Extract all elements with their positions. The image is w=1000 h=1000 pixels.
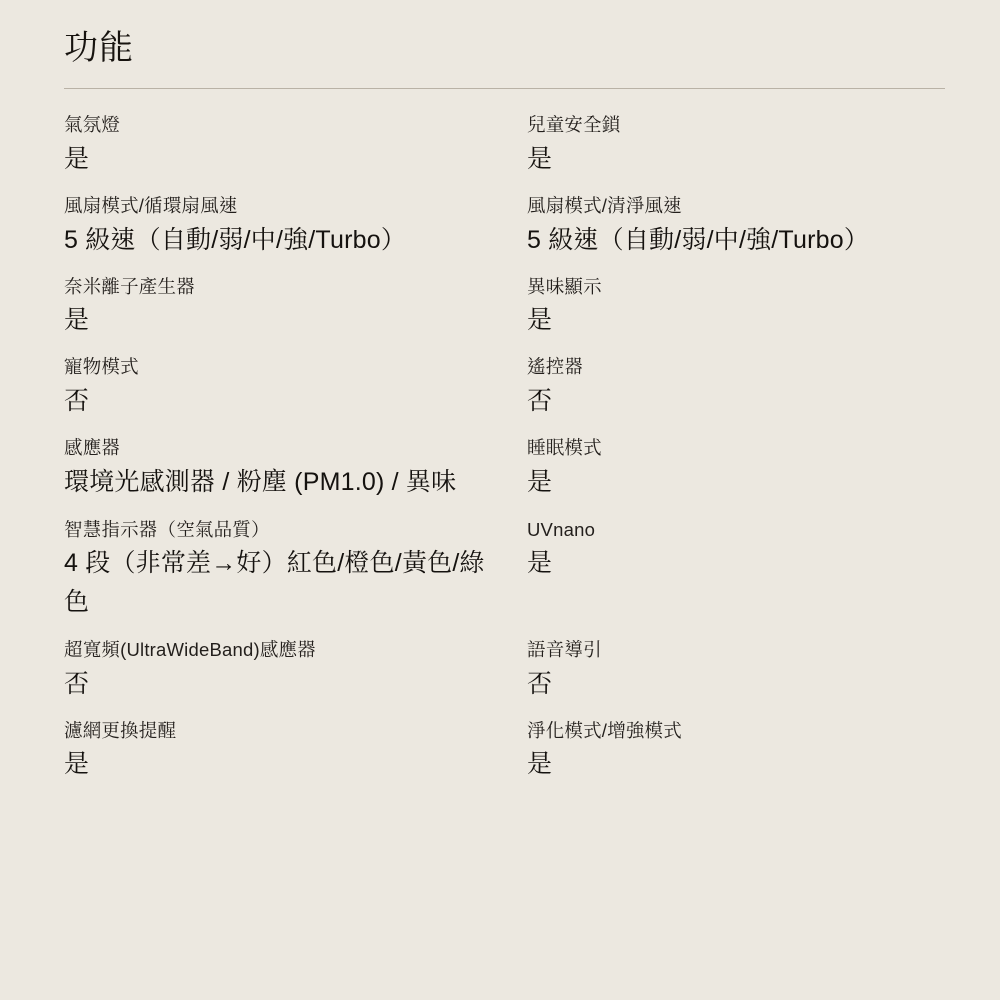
spec-cell xyxy=(527,111,945,192)
spec-label: UVnano xyxy=(527,518,596,540)
spec-label: 異味顯示 xyxy=(527,275,602,297)
spec-cell xyxy=(64,192,527,273)
spec-value: 是 xyxy=(64,306,90,335)
spec-value: 5 級速（自動/弱/中/強/Turbo） xyxy=(527,225,870,254)
spec-cell xyxy=(527,434,945,516)
spec-cell xyxy=(527,636,945,717)
spec-value: 是 xyxy=(64,144,90,173)
spec-value: 否 xyxy=(64,387,90,416)
spec-cell xyxy=(64,434,527,516)
spec-label: 超寬頻(UltraWideBand)感應器 xyxy=(64,638,316,660)
spec-label: 氣氛燈 xyxy=(64,114,121,136)
spec-label: 睡眠模式 xyxy=(527,437,602,459)
spec-label: 風扇模式/循環扇風速 xyxy=(64,194,238,216)
spec-cell xyxy=(64,717,527,798)
spec-value: 5 級速（自動/弱/中/強/Turbo） xyxy=(64,225,407,254)
spec-cell xyxy=(64,111,527,192)
spec-label: 感應器 xyxy=(64,437,121,459)
spec-label: 寵物模式 xyxy=(64,356,139,378)
spec-cell xyxy=(64,273,527,354)
spec-label: 智慧指示器（空氣品質） xyxy=(64,518,270,540)
spec-cell xyxy=(64,516,527,636)
spec-value: 環境光感測器 / 粉塵 (PM1.0) / 異味 xyxy=(64,467,457,496)
spec-value: 是 xyxy=(527,144,553,173)
spec-value: 是 xyxy=(527,306,553,335)
spec-label: 語音導引 xyxy=(527,638,602,660)
spec-value: 是 xyxy=(527,549,553,578)
spec-value: 是 xyxy=(527,467,553,496)
spec-value: 是 xyxy=(527,750,553,779)
spec-cell xyxy=(527,353,945,434)
spec-label: 風扇模式/清淨風速 xyxy=(527,194,682,216)
spec-cell xyxy=(64,636,527,717)
spec-label: 奈米離子產生器 xyxy=(64,275,195,297)
spec-label: 淨化模式/增強模式 xyxy=(527,719,682,741)
spec-cell xyxy=(527,717,945,798)
spec-cell xyxy=(527,273,945,354)
spec-value: 否 xyxy=(527,387,553,416)
spec-cell xyxy=(527,192,945,273)
spec-value: 否 xyxy=(64,669,90,698)
page-title: 功能 xyxy=(64,29,134,67)
spec-cell xyxy=(527,516,945,636)
title-divider xyxy=(64,88,945,89)
spec-value: 是 xyxy=(64,750,90,779)
spec-label: 濾網更換提醒 xyxy=(64,719,177,741)
spec-value: 4 段（非常差→好）紅色/橙色/黃色/綠色 xyxy=(64,549,485,617)
spec-cell xyxy=(64,353,527,434)
spec-table xyxy=(64,111,945,797)
spec-value: 否 xyxy=(527,669,553,698)
spec-label: 兒童安全鎖 xyxy=(527,114,621,136)
spec-label: 遙控器 xyxy=(527,356,584,378)
